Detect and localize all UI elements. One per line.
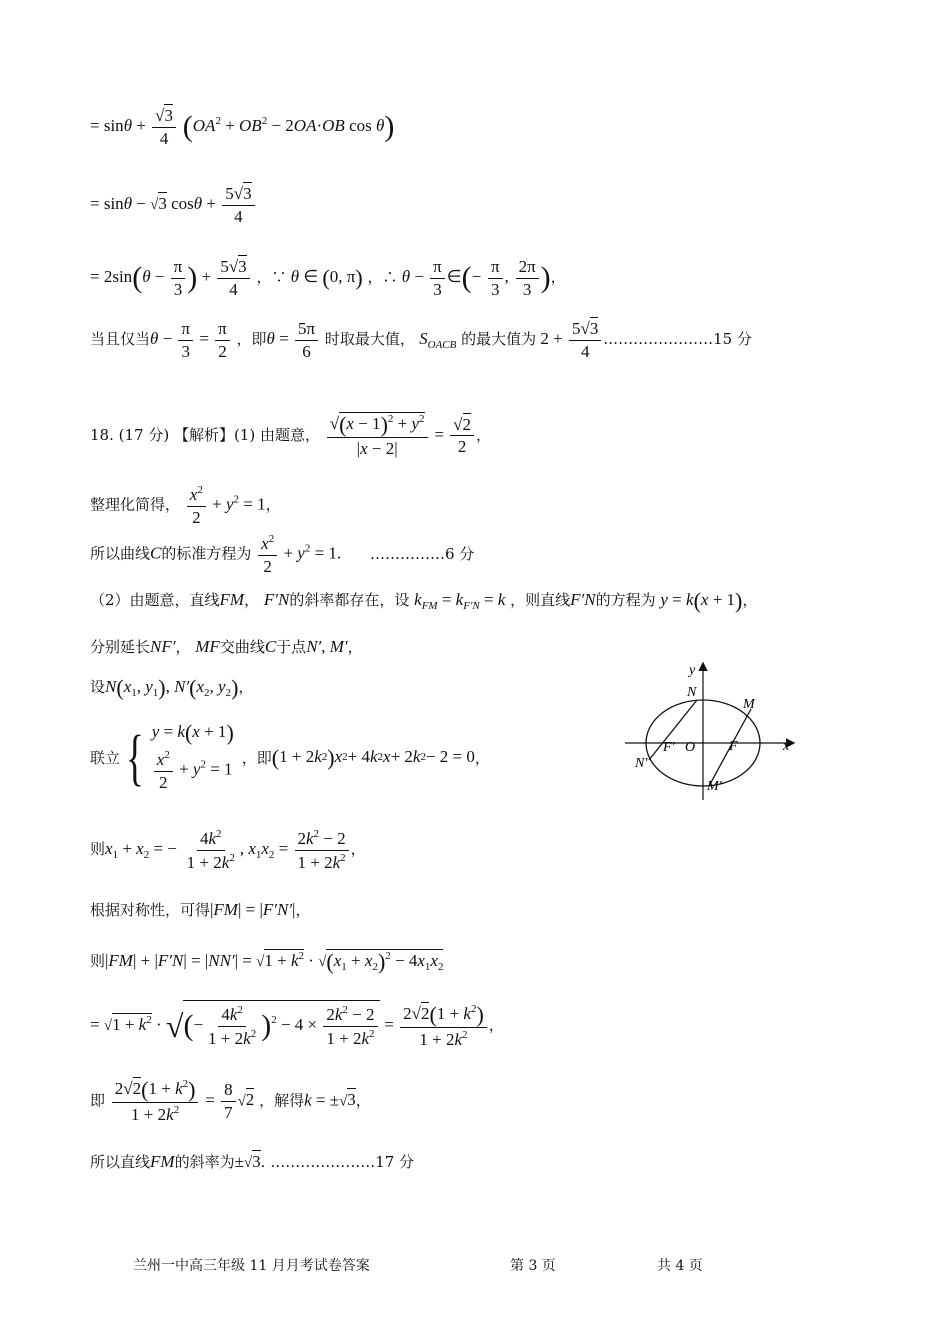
- extend-line: 分别延长NF′， MF交曲线C于点N′, M′，: [90, 637, 363, 656]
- label-Np: N′: [635, 756, 648, 771]
- final-slope-line: 所以直线FM的斜率为±√3. …………………17 分: [90, 1152, 415, 1171]
- label-Fp: F′: [663, 740, 675, 755]
- vieta-line: 则$x_1 + x_2$ = − $\frac{4k^2}{1 + 2k^2}$ , $x_1x_2$ = $\frac{2k^2 - 2}{1 + 2k^2}$ ，: [90, 828, 366, 872]
- length-line-2: = $√1 + k^2$ · √(− $\frac{4k^2}{1 + 2k^2}$ )$^2$ − 4 × $\frac{2k^2 - 2}{1 + 2k^2}$ = $\frac{2√2(1 + k^2)}{1 + 2k^2}$ ，: [90, 1001, 504, 1049]
- standard-equation-line: 所以曲线C的标准方程为 $\frac{x^2}{2}$ + $y^2 = 1$. ……………6 分: [90, 533, 475, 576]
- symmetry-line: 根据对称性，可得|FM| = |F′N′|，: [90, 900, 311, 919]
- label-x: x: [783, 739, 790, 754]
- label-M: M: [743, 697, 755, 712]
- part2-line: （2）由题意，直线FM， F′N的斜率都存在，设 $k_{FM} = k_{F'N} = k$ ，则直线F′N的方程为 y = k(x + 1)，: [90, 588, 758, 613]
- simultaneous-line: 联立 { y = k(x + 1) $\frac{x^2}{2}$ + $y^2 = 1$ ，即 ( 1 + 2 k 2 ) x 2 + 4 k 2 x + 2 k 2 − 2 = 0 ，: [90, 720, 490, 792]
- label-Mp: M′: [707, 779, 722, 794]
- label-N: N: [687, 685, 697, 700]
- footer-total: 共 4 页: [657, 1258, 703, 1274]
- formula-line-1: = sinθ + $\frac{√3}{4}$ ($OA^2 + OB^2 - 2OA\cdot OB$ cos θ): [90, 106, 395, 148]
- footer-left: 兰州一中高三年级 11 月月考试卷答案: [133, 1258, 370, 1274]
- formula-line-2: = sinθ − √3 cosθ + $\frac{5√3}{4}$: [90, 183, 257, 227]
- set-points-line: 设$N(x_1$, $y_1$), $N'(x_2$, $y_2$)，: [90, 675, 254, 700]
- max-condition-line: 当且仅当θ − $\frac{\pi}{3}$ = $\frac{\pi}{2}$ ，即θ = $\frac{5\pi}{6}$ 时取最大值， $S_{OACB}$ 的最大值为 2 + $\frac{5√3}{4}$ .…………………15 分: [90, 319, 752, 361]
- label-F: F: [729, 739, 738, 754]
- simplify-line: 整理化简得， $\frac{x^2}{2}$ + $y^2 = 1$，: [90, 484, 281, 527]
- solve-k-line: 即 $\frac{2√2(1 + k^2)}{1 + 2k^2}$ = $\frac{8}{7}$ √2 ，解得k = ±√3，: [90, 1077, 371, 1125]
- length-line-1: 则$|FM| + |F'N| = |NN'| = √1 + k^2 \cdot √(x_1 + x_2)^2 - 4x_1x_2$: [90, 949, 444, 975]
- ellipse-figure: [623, 660, 803, 800]
- label-O: O: [685, 740, 696, 755]
- label-y: y: [689, 663, 696, 678]
- formula-line-3: = 2sin(θ − $\frac{\pi}{3}$ ) + $\frac{5√3}{4}$ ，∵ θ ∈ (0, π) ，∴ θ − $\frac{\pi}{3}$ ∈(− $\frac{\pi}{3}$ , $\frac{2\pi}{3}$ )，: [90, 257, 566, 299]
- footer-page: 第 3 页: [510, 1258, 556, 1274]
- q18-head-line: 18. (17 分) 【解析】(1) 由题意， $\frac{√(x - 1)^2 + y^2}{|x - 2|}$ = $\frac{√2}{2}$ ，: [90, 412, 492, 459]
